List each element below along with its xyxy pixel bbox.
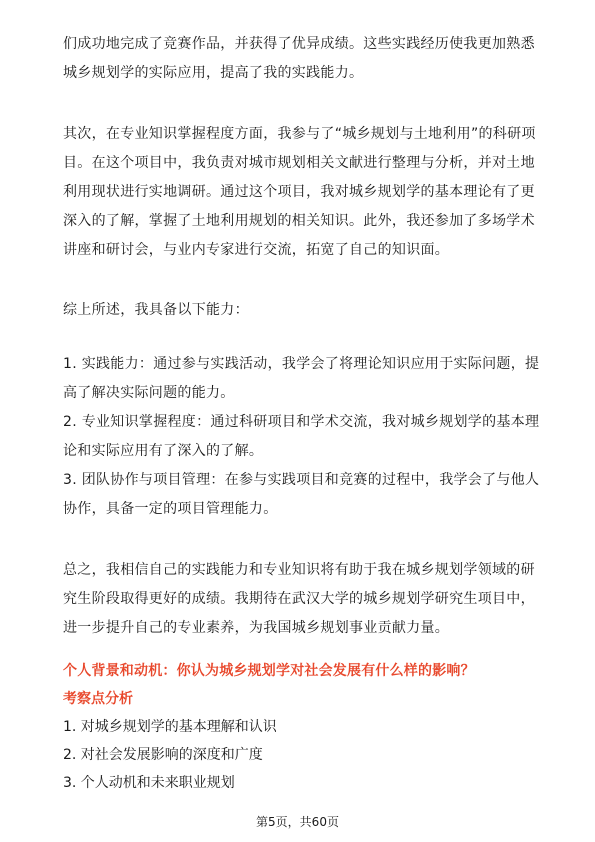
points-title: 考察点分析 bbox=[63, 691, 133, 707]
paragraph-6: 3. 团队协作与项目管理：在参与实践项目和竞赛的过程中，我学会了与他人协作，具备一定的项目管理能力。 bbox=[63, 472, 540, 517]
paragraph-5: 2. 专业知识掌握程度：通过科研项目和学术交流，我对城乡规划学的基本理论和实际应用有了深入的了解。 bbox=[63, 414, 540, 459]
paragraph-2: 其次，在专业知识掌握程度方面，我参与了“城乡规划与土地利用”的科研项目。在这个项目中，我负责对城市规划相关文献进行整理与分析，并对土地利用现状进行实地调研。通过这个项目，我对城乡规划学的基本理论有了更深入的了解，掌握了土地利用规划的相关知识。此外，我还参加了多场学术讲座和研讨会，与业内专家进行交流，拓宽了自己的知识面。 bbox=[63, 126, 536, 258]
page-number: 第5页，共60页 bbox=[256, 815, 339, 829]
paragraph-3: 综上所述，我具备以下能力： bbox=[63, 302, 249, 318]
point-item: 3. 个人动机和未来职业规划 bbox=[63, 775, 235, 791]
paragraph-7: 总之，我相信自己的实践能力和专业知识将有助于我在城乡规划学领域的研究生阶段取得更好的成绩。我期待在武汉大学的城乡规划学研究生项目中，进一步提升自己的专业素养，为我国城乡规划事业贡献力量。 bbox=[63, 562, 535, 636]
point-item: 2. 对社会发展影响的深度和广度 bbox=[63, 747, 263, 763]
paragraph-1: 们成功地完成了竞赛作品，并获得了优异成绩。这些实践经历使我更加熟悉城乡规划学的实际应用，提高了我的实践能力。 bbox=[63, 36, 535, 81]
point-item: 1. 对城乡规划学的基本理解和认识 bbox=[63, 719, 277, 735]
question-title: 个人背景和动机：你认为城乡规划学对社会发展有什么样的影响？ bbox=[63, 663, 475, 679]
paragraph-4: 1. 实践能力：通过参与实践活动，我学会了将理论知识应用于实际问题，提高了解决实际问题的能力。 bbox=[63, 356, 540, 401]
